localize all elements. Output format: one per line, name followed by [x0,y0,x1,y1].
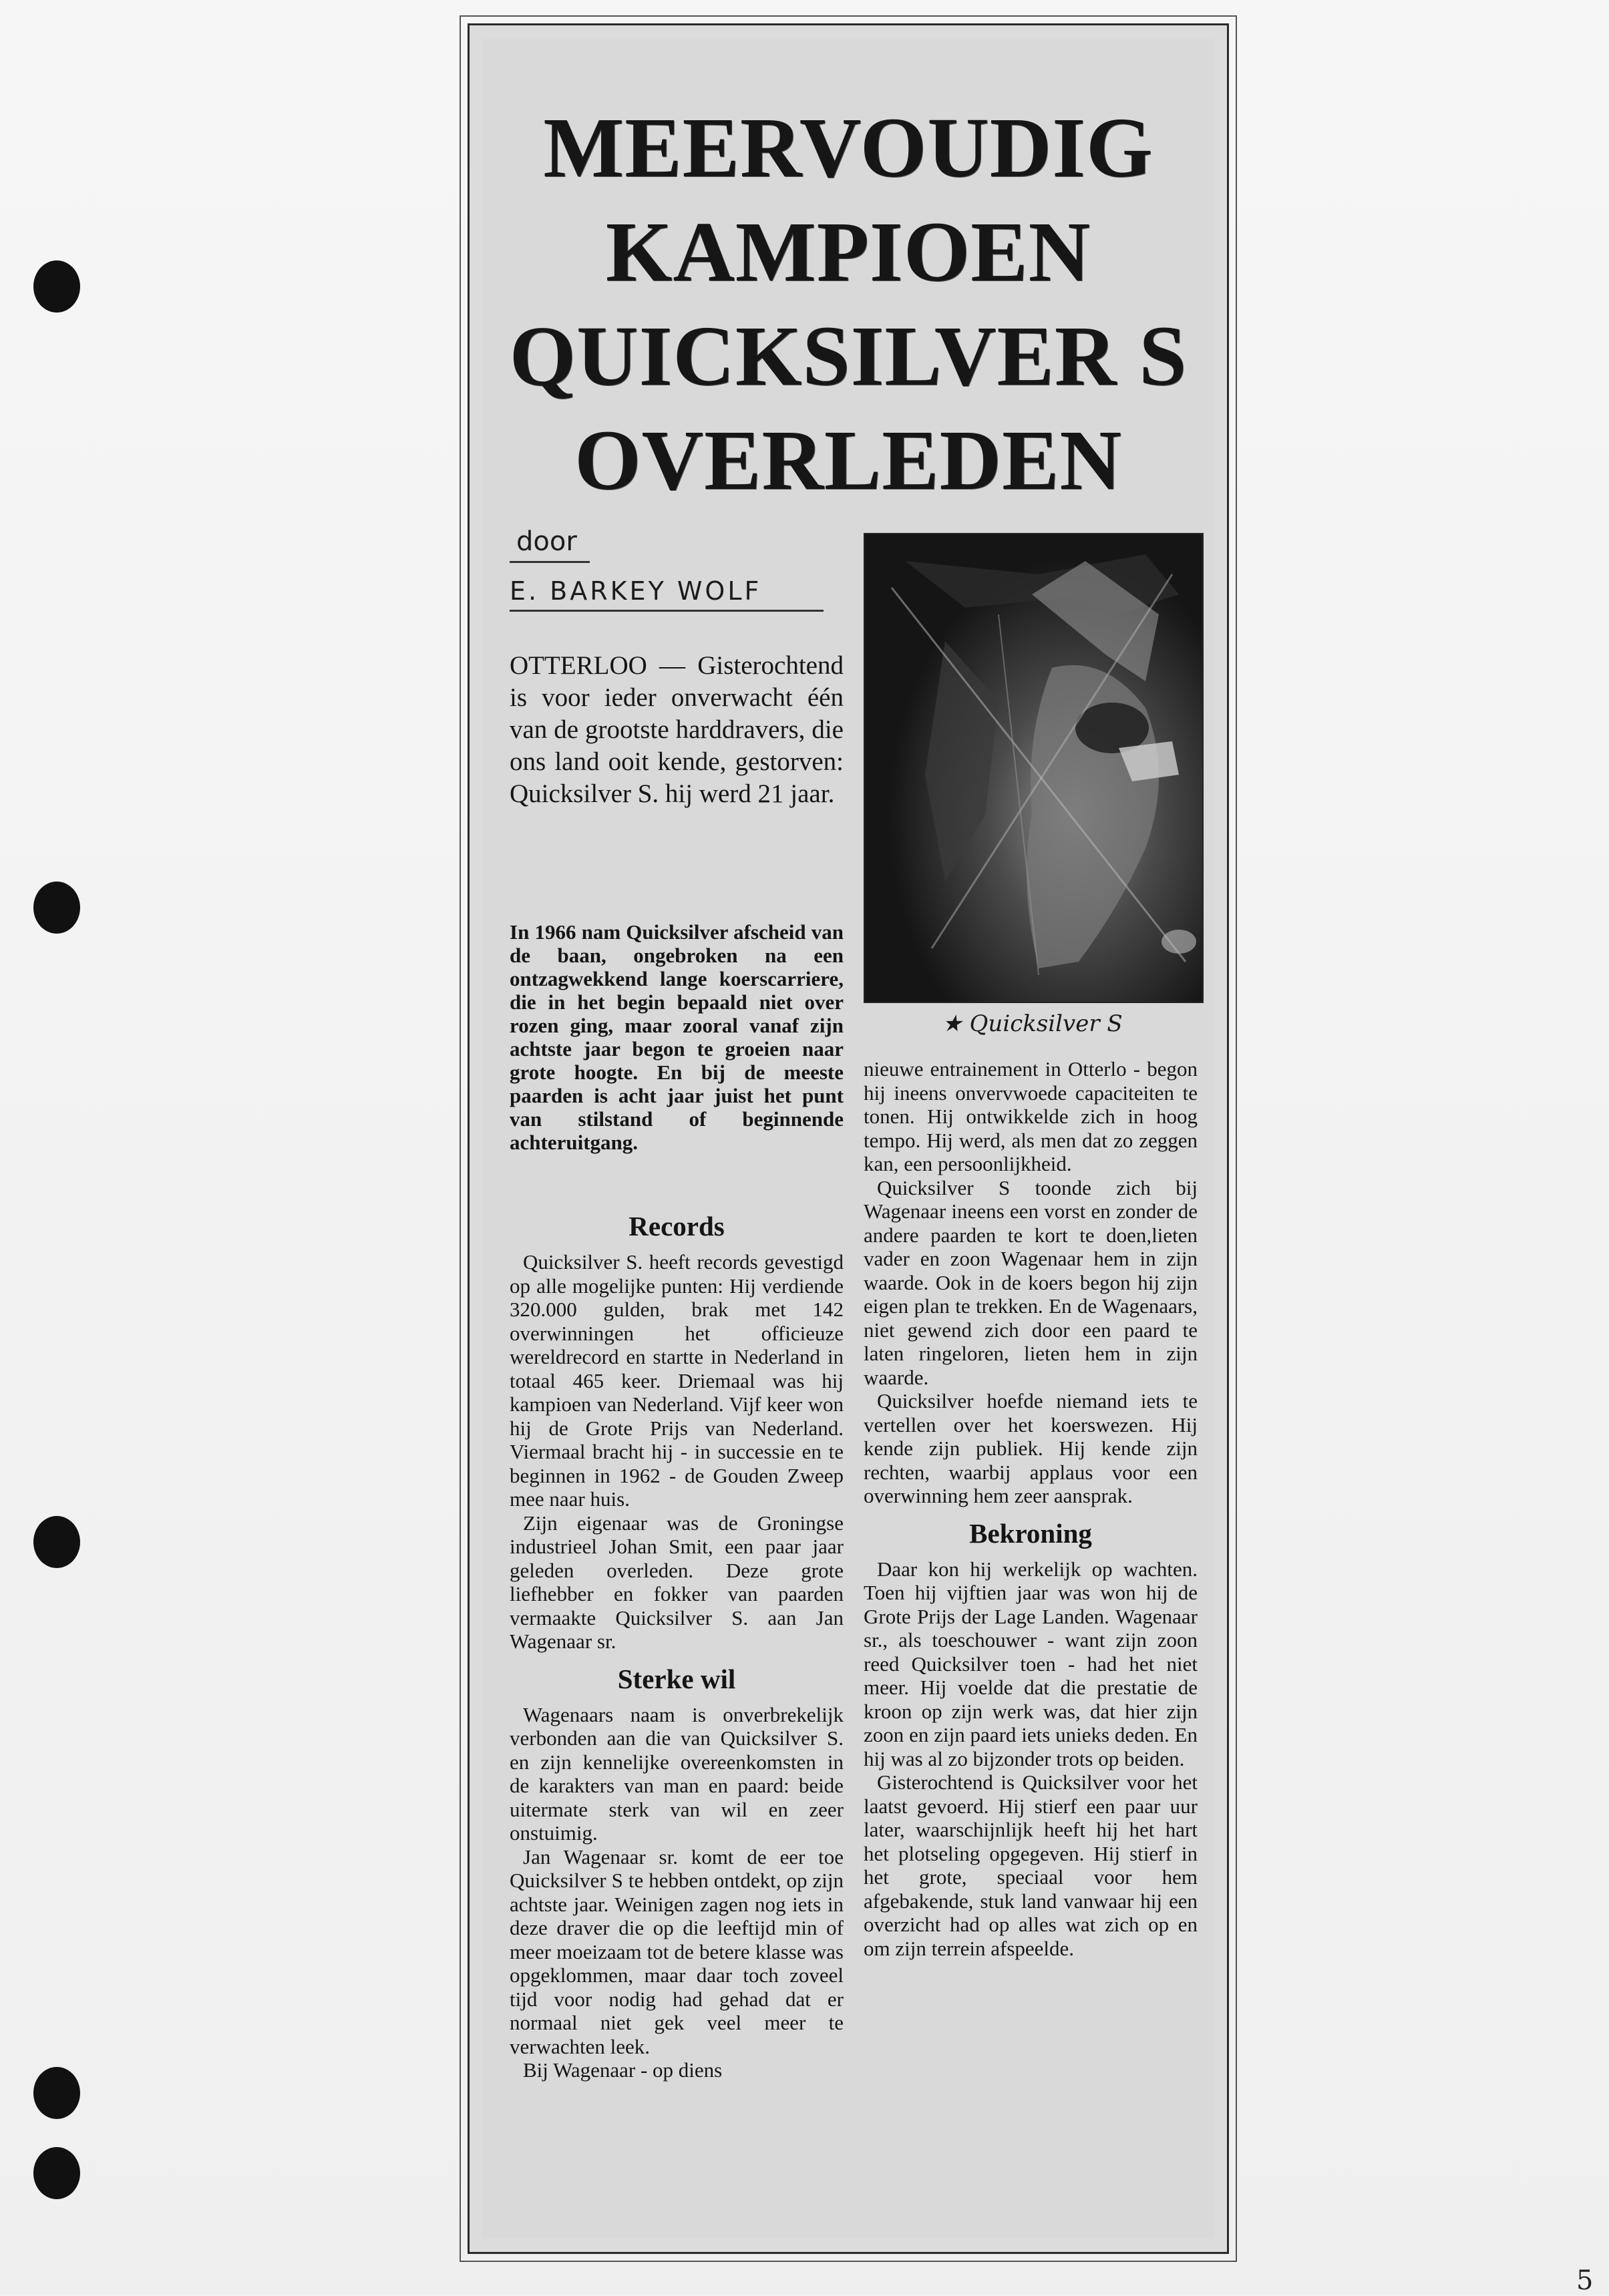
section-heading: Bekroning [969,1517,1092,1549]
punch-hole [33,1516,80,1568]
paragraph: Wagenaars naam is onverbrekelijk verbonden aan die van Quicksilver S. en zijn kennelijke overeenkomsten in de karakters van man en paard: beide uitermate sterk van wil en zeer onstuimig. [510,1702,844,1845]
lead-paragraph: OTTERLOO — Gisterochtend is voor ieder onverwacht één van de grootste harddravers, die ons land ooit kende, gestorven: Quicksilver S. hij werd 21 jaar. [510,651,844,808]
horse-photo-image [865,534,1202,1002]
paragraph: Quicksilver S. heeft records gevestigd op alle mogelijke punten: Hij verdiende 320.000 gulden, brak met 142 overwinningen het officieuze wereldrecord en startte in Nederland in totaal 465 keer. Driemaal was hij kampioen van Nederland. Vijf keer won hij de Grote Prijs van Nederland. Viermaal bracht hij - in successie en te beginnen in 1962 - de Gouden Zweep mee naar huis. [510,1250,844,1511]
paragraph: Zijn eigenaar was de Groningse industrieel Johan Smit, een paar jaar geleden overleden. Deze grote liefhebber en fokker van paarden vermaakte Quicksilver S. aan Jan Wagenaar sr. [510,1511,844,1653]
punch-hole [33,260,80,313]
intro-paragraph: In 1966 nam Quicksilver afscheid van de baan, ongebroken na een ontzagwekkend lange koerscarriere, die in het begin bepaald niet over rozen ging, maar zooral vanaf zijn achtste jaar begon te groeien naar grote hoogte. En bij de meeste paarden is acht jaar juist het punt van stilstand of beginnende achteruitgang. [510,920,844,1154]
paragraph: Gisterochtend is Quicksilver voor het laatst gevoerd. Hij stierf een paar uur later, waarschijnlijk heeft hij het hart het plotseling opgegeven. Hij stierf in het grote, speciaal voor hem afgebakende, stuk land vanwaar hij een overzicht had op alles wat zich op en om zijn terrein afspeelde. [864,1770,1198,1960]
paragraph: Quicksilver hoefde niemand iets te vertellen over het koerswezen. Hij kende zijn publiek. Hij kende zijn rechten, waarbij applaus voor een overwinning hem zeer aansprak. [864,1389,1198,1507]
byline [510,526,824,612]
headline-line: QUICKSILVER S [509,309,1188,403]
paragraph: nieuwe entrainement in Otterlo - begon hij ineens onvervwoede capaciteiten te tonen. Hij ontwikkelde zich in hoog tempo. Hij werd, als men dat zo zeggen kan, een persoonlijkheid. [864,1057,1198,1175]
section-heading: Sterke wil [617,1663,736,1694]
clipping-body [483,39,1214,2239]
byline-prefix: door [510,526,590,563]
headline-line: OVERLEDEN [574,413,1122,508]
punch-hole [33,2067,80,2119]
section-heading: Records [629,1211,725,1241]
headline [483,95,1214,512]
newspaper-clipping [468,23,1229,2254]
headline-line: MEERVOUDIG [543,100,1153,195]
punch-hole [33,2147,80,2199]
paragraph: Jan Wagenaar sr. komt de eer toe Quicksilver S te hebben ontdekt, op zijn achtste jaar. Weinigen zagen nog iets in deze draver die op die leeftijd min of meer moeizaam tot de betere klasse was opgeklommen, maar daar toch zoveel tijd voor nodig had gehad dat er normaal niet gek veel meer te verwachten leek. [510,1845,844,2058]
photo-caption: ★ Quicksilver S [942,1010,1123,1037]
left-column [510,1201,844,2082]
paragraph: Quicksilver S toonde zich bij Wagenaar ineens een vorst en zonder de andere paarden te kort te doen,lieten vader en zoon Wagenaar hem in zijn waarde. Ook in de koers begon hij zijn eigen plan te trekken. En de Wagenaars, niet gewend zich door een paard te laten ringeloren, lieten hem in zijn waarde. [864,1175,1198,1389]
horse-photo [864,533,1204,1003]
page-number: 5 [1576,2265,1594,2296]
paragraph: Bij Wagenaar - op diens [523,2058,723,2082]
headline-line: KAMPIOEN [605,204,1091,299]
paragraph: Daar kon hij werkelijk op wachten. Toen hij vijftien jaar was won hij de Grote Prijs der Lage Landen. Wagenaar sr., als toeschouwer - want zijn zoon reed Quicksilver toen - had het niet meer. Hij voelde dat die prestatie de kroon op zijn werk was, dat hier zijn zoon en zijn paard iets unieks deden. En hij was al zo bijzonder trots op beiden. [864,1557,1198,1770]
punch-hole [33,882,80,934]
right-column [864,1057,1198,1960]
author-name: E. BARKEY WOLF [510,576,824,612]
